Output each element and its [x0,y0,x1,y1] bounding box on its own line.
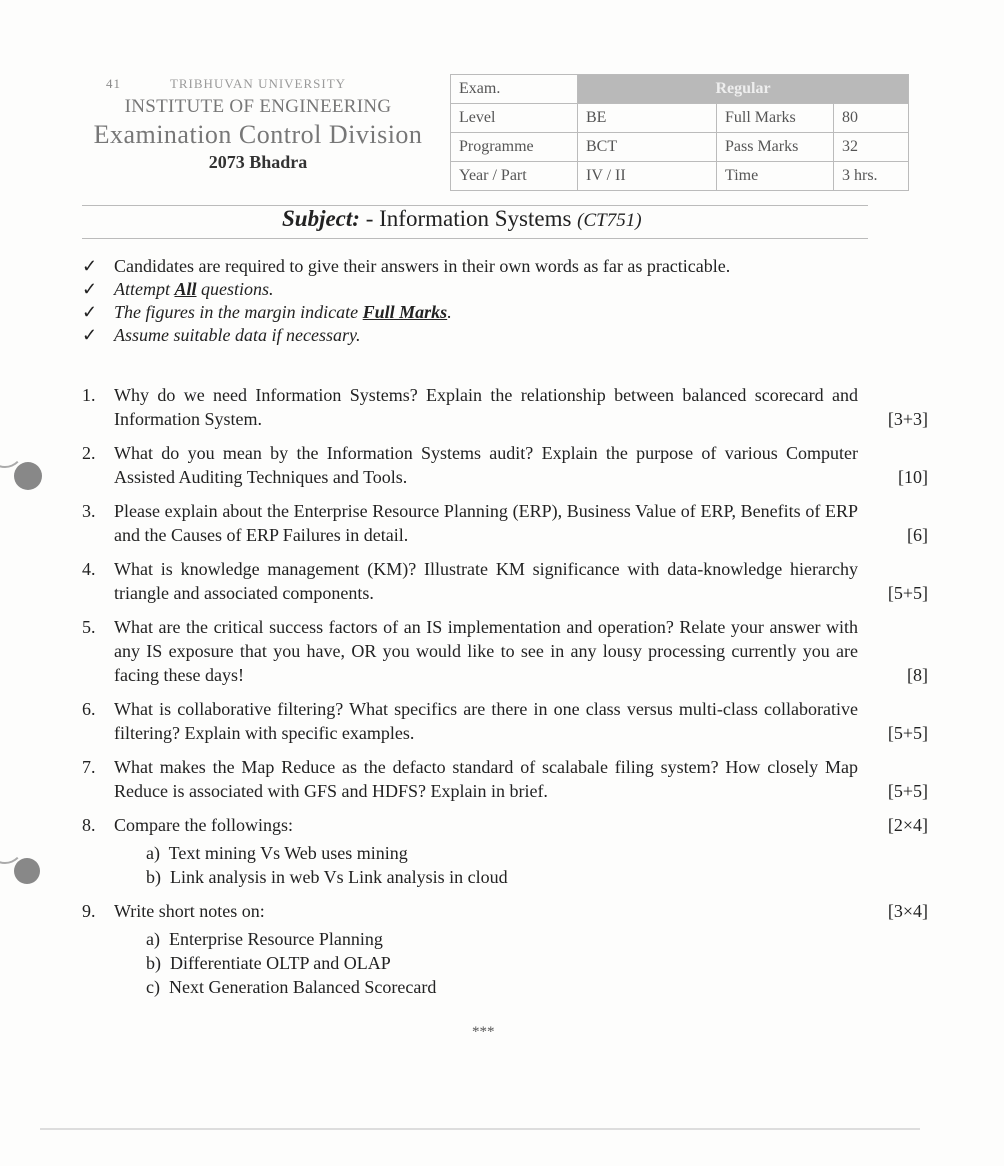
instruction-item [82,301,730,324]
question-text: What is knowledge management (KM)? Illustrate KM significance with data-knowledge hierarchy triangle and associated components. [114,559,858,603]
label-cell: Full Marks [717,104,834,133]
question-text: Why do we need Information Systems? Explain the relationship between balanced scorecard and Information System. [114,385,858,429]
question-number: 2. [82,443,96,463]
subject-label: Subject: [282,206,360,231]
label-cell: Pass Marks [717,133,834,162]
punch-hole-top [14,462,42,490]
question-text: What is collaborative filtering? What specifics are there in one class versus multi-class collaborative filtering? Explain with specific examples. [114,699,858,743]
exam-row [451,75,909,104]
question-number: 6. [82,699,96,719]
question-marks: [3×4] [887,901,928,921]
value-cell: BCT [578,133,717,162]
sub-question: b) Differentiate OLTP and OLAP [146,953,391,973]
checkmark-icon: ✓ [82,325,98,345]
value-cell: 32 [834,133,909,162]
sub-question-list [114,841,858,889]
sub-question: b) Link analysis in web Vs Link analysis in cloud [146,867,508,887]
instruction-emphasis: All [174,279,197,299]
question-header [114,813,928,837]
question-list [82,383,930,1009]
instruction-item [82,324,730,347]
divider-bottom [82,238,868,239]
question-number: 1. [82,385,96,405]
university-name: TRIBHUVAN UNIVERSITY [169,76,347,91]
exam-type: Regular [578,75,909,104]
label-cell: Programme [451,133,578,162]
question-text: What do you mean by the Information Systems audit? Explain the purpose of various Computer Assisted Auditing Techniques and Tools. [114,443,858,487]
value-cell: 3 hrs. [834,162,909,191]
question-item [82,499,930,547]
instruction-item [82,255,730,278]
checkmark-icon: ✓ [82,279,98,299]
question-marks: [5+5] [887,781,928,801]
sub-question: a) Text mining Vs Web uses mining [146,843,408,863]
question-number: 4. [82,559,96,579]
tu-number: 41 [106,76,121,91]
sub-question: c) Next Generation Balanced Scorecard [146,977,437,997]
question-marks: [2×4] [887,815,928,835]
sub-question: a) Enterprise Resource Planning [146,929,383,949]
question-item [82,755,930,803]
exam-date: 2073 Bhadra [208,152,308,172]
question-marks: [5+5] [887,583,928,603]
exam-info-table [450,74,909,191]
instruction-text: The figures in the margin indicate [114,302,363,322]
checkmark-icon: ✓ [82,302,98,322]
subject-name: Information Systems [379,206,578,231]
question-text: What makes the Map Reduce as the defacto standard of scalabale filing system? How closely Map Reduce is associated with GFS and HDFS? Explain in brief. [114,757,858,801]
question-item [82,899,930,999]
question-text: What are the critical success factors of an IS implementation and operation? Relate your answer with any IS exposure that you have, OR you would like to see in any lousy processing currently you are facing these days! [114,617,858,685]
question-marks: [6] [907,525,928,545]
question-item [82,383,930,431]
value-cell: 80 [834,104,909,133]
punch-hole-bottom [14,858,40,884]
university-line [78,76,438,94]
scan-smudge [40,1128,920,1130]
punch-hole-arc-top [0,430,24,468]
subject-code: (CT751) [577,210,642,231]
instruction-text: questions. [196,279,274,299]
label-cell: Time [717,162,834,191]
instruction-text: Assume suitable data if necessary. [114,325,361,345]
table-row [451,104,909,133]
question-marks: [5+5] [887,723,928,743]
subject-dash: - [359,206,380,231]
label-cell: Level [451,104,578,133]
division-name: Examination Control Division [93,120,423,149]
question-number: 8. [82,815,96,835]
subject-title [282,206,642,232]
instruction-text: Attempt [114,279,175,299]
sub-question-list [114,927,858,999]
question-item [82,557,930,605]
question-item [82,697,930,745]
question-item [82,615,930,687]
question-text: Please explain about the Enterprise Resource Planning (ERP), Business Value of ERP, Benefits of ERP and the Causes of ERP Failures in detail. [114,501,858,545]
label-cell: Year / Part [451,162,578,191]
instruction-text: . [447,302,452,322]
instruction-text: Candidates are required to give their answers in their own words as far as practicable. [114,256,731,276]
instruction-emphasis: Full Marks [362,302,448,322]
question-marks: [3+3] [887,409,928,429]
question-number: 5. [82,617,96,637]
table-row [451,162,909,191]
question-text: Write short notes on: [114,901,265,921]
question-text: Compare the followings: [114,815,293,835]
question-marks: [8] [907,665,928,685]
table-row [451,133,909,162]
question-marks: [10] [898,467,928,487]
value-cell: BE [578,104,717,133]
question-number: 7. [82,757,96,777]
question-number: 9. [82,901,96,921]
question-header [114,899,928,923]
value-cell: IV / II [578,162,717,191]
question-item [82,813,930,889]
question-item [82,441,930,489]
instructions [82,255,730,347]
end-marker: *** [472,1024,495,1040]
institute-name: INSTITUTE OF ENGINEERING [124,96,392,117]
instruction-item [82,278,730,301]
exam-label: Exam. [451,75,578,104]
question-number: 3. [82,501,96,521]
checkmark-icon: ✓ [82,256,98,276]
exam-header [78,76,438,173]
